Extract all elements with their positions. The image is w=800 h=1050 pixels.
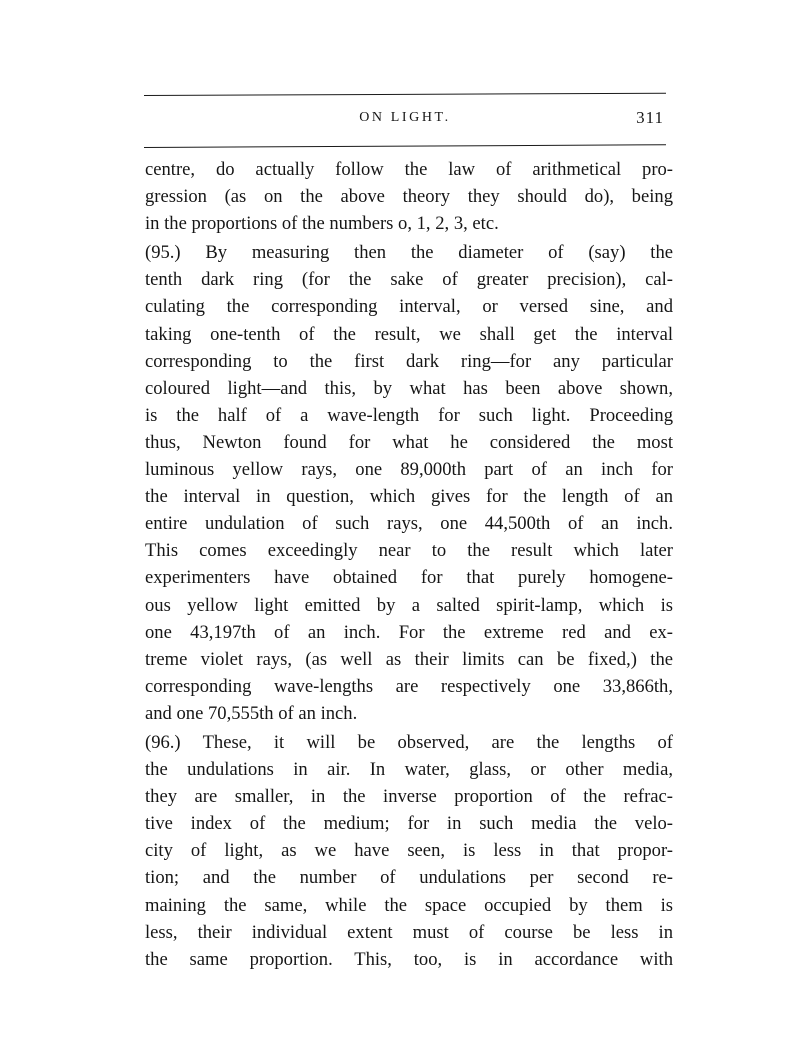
paragraph-96-start: (96.) These, it will be observed, are the lengths of	[145, 731, 673, 753]
text-line: corresponding wave-lengths are respectively one 33,866th,	[145, 675, 673, 697]
running-head	[144, 108, 666, 132]
text-line: tion; and the number of undulations per second re-	[145, 867, 673, 889]
text-line: maining the same, while the space occupied by them is	[145, 894, 673, 916]
text-line: the undulations in air. In water, glass, or other media,	[145, 759, 673, 781]
text-line: thus, Newton found for what he considered the most	[145, 431, 673, 453]
text-line: and one 70,555th of an inch.	[145, 702, 358, 724]
text-line: they are smaller, in the inverse proportion of the refrac-	[145, 786, 673, 808]
header-rule-top	[144, 93, 666, 96]
text-line: treme violet rays, (as well as their limits can be fixed,) the	[145, 648, 673, 670]
text-line: This comes exceedingly near to the result which later	[145, 540, 673, 562]
body-text	[145, 156, 673, 973]
text-line: is the half of a wave-length for such light. Proceeding	[145, 404, 673, 426]
running-title: ON LIGHT.	[359, 110, 451, 125]
text-line: one 43,197th of an inch. For the extreme red and ex-	[145, 621, 673, 643]
text-line: culating the corresponding interval, or versed sine, and	[145, 296, 673, 318]
text-line: in the proportions of the numbers o, 1, 2, 3, etc.	[145, 213, 499, 235]
text-line: coloured light—and this, by what has been above shown,	[145, 377, 673, 399]
text-line: centre, do actually follow the law of arithmetical pro-	[145, 159, 673, 180]
text-line: city of light, as we have seen, is less in that propor-	[145, 840, 673, 862]
text-line: luminous yellow rays, one 89,000th part of an inch for	[145, 459, 673, 481]
text-line: corresponding to the first dark ring—for any particular	[145, 350, 673, 372]
page-number: 311	[636, 108, 664, 127]
text-line: entire undulation of such rays, one 44,500th of an inch.	[145, 513, 673, 535]
text-line: taking one-tenth of the result, we shall get the interval	[145, 323, 673, 345]
text-line: tive index of the medium; for in such media the velo-	[145, 813, 673, 835]
text-line: less, their individual extent must of course be less in	[145, 921, 673, 943]
text-line: experimenters have obtained for that purely homogene-	[145, 567, 673, 589]
text-line: the interval in question, which gives for the length of an	[145, 486, 673, 508]
text-line: tenth dark ring (for the sake of greater precision), cal-	[145, 269, 673, 291]
text-line: ous yellow light emitted by a salted spirit-lamp, which is	[145, 594, 673, 616]
paragraph-95-start: (95.) By measuring then the diameter of (say) the	[145, 242, 673, 264]
header-rule-bottom	[144, 144, 666, 148]
text-line: gression (as on the above theory they should do), being	[145, 186, 673, 208]
text-line: the same proportion. This, too, is in accordance with	[145, 948, 673, 970]
